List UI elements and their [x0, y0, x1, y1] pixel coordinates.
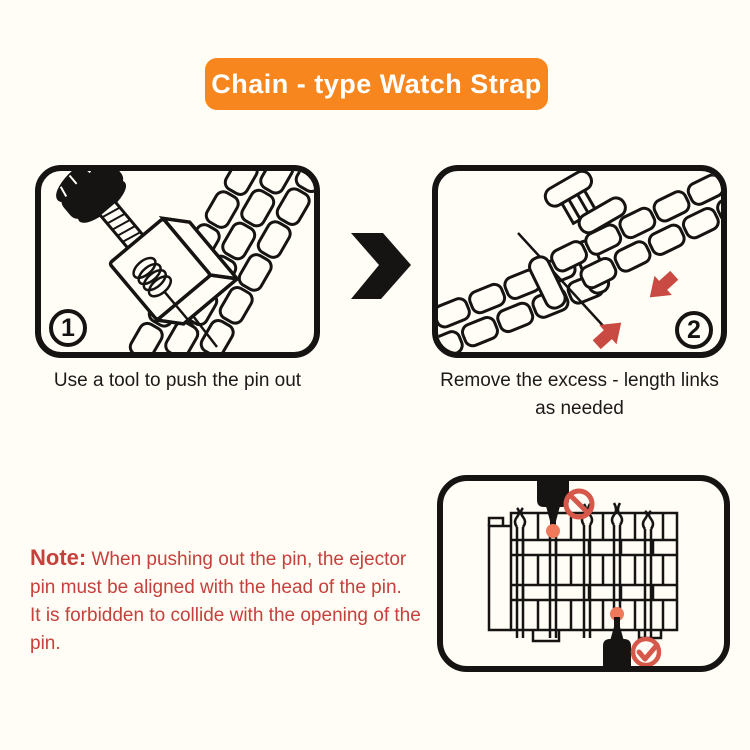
contact-dot-top: [546, 524, 560, 538]
step-1-caption: [35, 367, 320, 395]
chevron-right-icon: [348, 228, 414, 302]
page-title: Chain - type Watch Strap: [211, 68, 542, 99]
note-line2: pin must be aligned with the head of the pin.: [30, 577, 402, 598]
check-circle-icon: [633, 639, 659, 665]
pin-alignment-panel: [437, 475, 730, 672]
arrow-down-left-icon: [641, 266, 683, 307]
title-banner: [205, 58, 548, 110]
step-number-badge: [675, 311, 713, 349]
pin-3: [582, 504, 592, 638]
bracelet-cross-section-illustration: [443, 481, 724, 666]
arrow-up-right-icon: [588, 313, 630, 352]
step-2-caption-line2: as needed: [535, 397, 624, 419]
note-text: [30, 544, 455, 658]
note-line3: It is forbidden to collide with the opening of the pin.: [30, 605, 421, 654]
note-label: Note:: [30, 545, 87, 570]
step-number: 1: [61, 313, 75, 342]
step-number-badge: [49, 309, 87, 347]
step-1-caption-text: Use a tool to push the pin out: [53, 370, 302, 391]
pin-4: [612, 503, 622, 611]
pin-5: [643, 511, 653, 638]
step-2-caption-line1: Remove the excess - length links: [440, 370, 719, 391]
step-1-panel: [35, 165, 320, 358]
step-2-panel: [432, 165, 727, 358]
pin-1: [515, 508, 525, 638]
pin-2: [550, 529, 556, 638]
note-line1: When pushing out the pin, the ejector: [91, 549, 407, 570]
step-2-caption: [424, 367, 735, 422]
ejector-tool-bottom: [603, 617, 631, 666]
step-number: 2: [687, 315, 701, 344]
band-pins: [515, 503, 653, 638]
